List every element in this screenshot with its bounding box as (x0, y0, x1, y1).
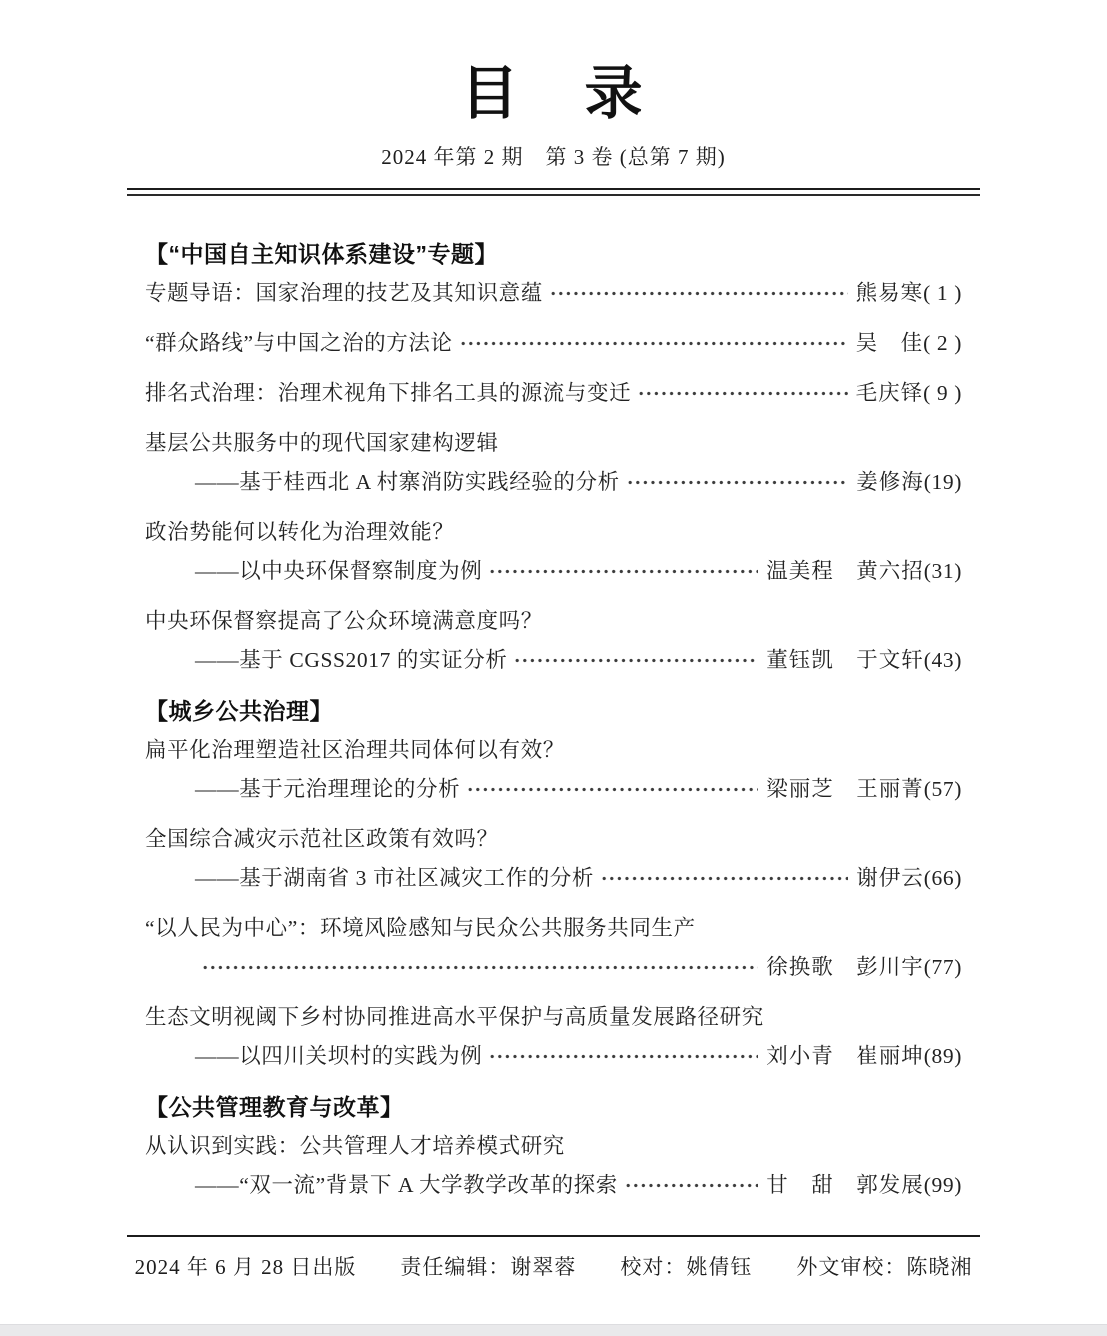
toc-entry (145, 1127, 962, 1205)
section-heading: 【城乡公共治理】 (145, 698, 333, 724)
article-subtitle: ——基于湖南省 3 市社区减灾工作的分析 (195, 866, 595, 890)
toc-entry (145, 513, 962, 591)
article-authors: 吴 佳 (855, 331, 924, 355)
article-authors: 梁丽芝 王丽菁 (766, 777, 924, 801)
article-authors: 姜修海 (856, 470, 924, 494)
article-title: 基层公共服务中的现代国家建构逻辑 (145, 431, 499, 455)
article-title: 排名式治理：治理术视角下排名工具的源流与变迁 (145, 381, 632, 405)
dot-leader (638, 374, 847, 413)
toc-entry (145, 602, 962, 680)
article-authors: 董钰凯 于文轩 (766, 648, 924, 672)
article-page: (99) (923, 1173, 962, 1197)
article-authors: 谢伊云 (856, 866, 924, 890)
article-subtitle: ——基于桂西北 A 村寨消防实践经验的分析 (195, 470, 620, 494)
toc-entry (145, 731, 962, 809)
page-title: 目 录 (460, 61, 647, 126)
masthead (0, 0, 1107, 172)
article-page: ( 9 ) (923, 381, 962, 405)
section-heading: 【公共管理教育与改革】 (145, 1094, 404, 1120)
article-title: “群众路线”与中国之治的方法论 (145, 331, 453, 355)
toc-entry (145, 324, 962, 363)
article-authors: 刘小青 崔丽坤 (766, 1044, 924, 1068)
toc-entry (145, 820, 962, 898)
section-heading: 【“中国自主知识体系建设”专题】 (145, 241, 498, 267)
article-subtitle: ——“双一流”背景下 A 大学教学改革的探索 (195, 1173, 618, 1197)
article-title: 生态文明视阈下乡村协同推进高水平保护与高质量发展路径研究 (145, 1005, 764, 1029)
colophon-line: 2024 年 6 月 28 日出版 责任编辑：谢翠蓉 校对：姚倩钰 外文审校：陈晓湘 (134, 1255, 973, 1279)
dot-leader (460, 324, 848, 363)
article-page: (57) (923, 777, 962, 801)
article-title: 扁平化治理塑造社区治理共同体何以有效？ (145, 738, 565, 762)
article-page: (31) (923, 559, 962, 583)
dot-leader (489, 552, 758, 591)
dot-leader (514, 641, 758, 680)
article-subtitle: ——以四川关坝村的实践为例 (195, 1044, 483, 1068)
toc-entry (145, 374, 962, 413)
article-page: ( 1 ) (923, 281, 962, 305)
toc-entry (145, 909, 962, 987)
article-title: 专题导语：国家治理的技艺及其知识意蕴 (145, 281, 543, 305)
scan-edge-strip (0, 1324, 1107, 1336)
dot-leader (601, 859, 848, 898)
dot-leader (467, 770, 758, 809)
article-authors: 熊易寒 (855, 281, 924, 305)
article-page: (77) (923, 955, 962, 979)
toc-list (0, 196, 1107, 1205)
article-title: “以人民为中心”：环境风险感知与民众公共服务共同生产 (145, 916, 696, 940)
article-subtitle: ——基于 CGSS2017 的实证分析 (195, 648, 508, 672)
toc-entry (145, 274, 962, 313)
footer-rule (127, 1235, 980, 1237)
article-title: 从认识到实践：公共管理人才培养模式研究 (145, 1134, 565, 1158)
dot-leader (202, 948, 758, 987)
article-authors: 毛庆铎 (855, 381, 924, 405)
article-page: (66) (923, 866, 962, 890)
issue-info: 2024 年第 2 期 第 3 卷 (总第 7 期) (381, 145, 726, 169)
dot-leader (489, 1037, 758, 1076)
article-subtitle: ——以中央环保督察制度为例 (195, 559, 483, 583)
dot-leader (625, 1166, 758, 1205)
article-title: 政治势能何以转化为治理效能？ (145, 520, 455, 544)
header-double-rule (127, 188, 980, 196)
article-authors: 温美程 黄六招 (766, 559, 924, 583)
toc-entry (145, 424, 962, 502)
dot-leader (627, 463, 849, 502)
article-title: 全国综合减灾示范社区政策有效吗？ (145, 827, 499, 851)
article-page: (19) (923, 470, 962, 494)
article-page: ( 2 ) (923, 331, 962, 355)
dot-leader (550, 274, 848, 313)
article-page: (43) (923, 648, 962, 672)
article-subtitle: ——基于元治理理论的分析 (195, 777, 461, 801)
article-title: 中央环保督察提高了公众环境满意度吗？ (145, 609, 543, 633)
article-page: (89) (923, 1044, 962, 1068)
article-authors: 徐换歌 彭川宇 (766, 955, 924, 979)
toc-entry (145, 998, 962, 1076)
article-authors: 甘 甜 郭发展 (766, 1173, 924, 1197)
